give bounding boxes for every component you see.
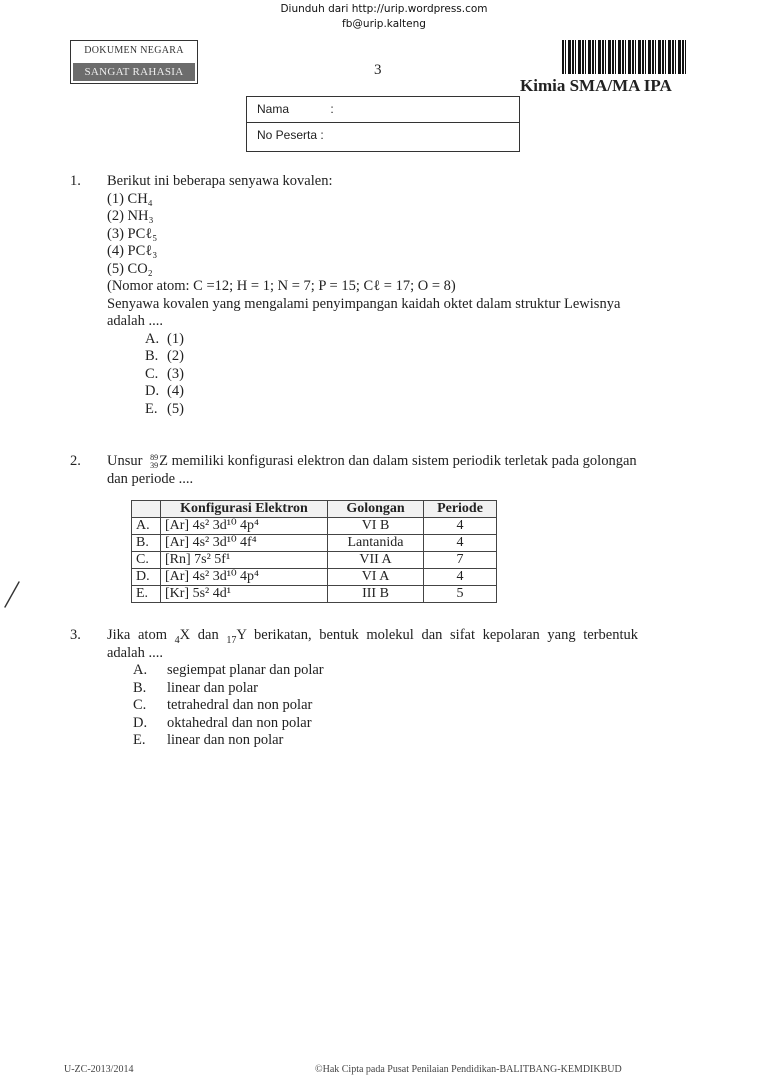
table-cell-config: [Kr] 5s² 4d¹ bbox=[161, 586, 328, 603]
q3-option-b[interactable]: B. linear dan polar bbox=[133, 679, 258, 696]
q1-option-b[interactable]: B. (2) bbox=[145, 348, 184, 364]
table-header-cell: Periode bbox=[424, 501, 497, 518]
page-number: 3 bbox=[374, 62, 382, 78]
subject-title: Kimia SMA/MA IPA bbox=[520, 76, 672, 95]
secret-label: SANGAT RAHASIA bbox=[73, 63, 195, 81]
q3-line1 bbox=[107, 627, 692, 645]
table-row[interactable] bbox=[132, 518, 497, 535]
q3-number: 3. bbox=[70, 627, 81, 643]
q2-line1-text: memiliki konfigurasi elektron dan dalam sistem periodik terletak pada golongan bbox=[171, 453, 637, 469]
table-cell-group: VI B bbox=[328, 518, 424, 535]
q3-option-d[interactable]: D. oktahedral dan non polar bbox=[133, 714, 312, 731]
q2-line2: dan periode .... bbox=[107, 470, 194, 487]
q3-y-number: 17 bbox=[226, 634, 237, 646]
table-cell-letter: B. bbox=[132, 535, 161, 552]
q2-atomic-number: 39 bbox=[150, 460, 159, 470]
table-cell-group: Lantanida bbox=[328, 535, 424, 552]
table-header-row bbox=[132, 501, 497, 518]
table-cell-config: [Ar] 4s² 3d¹⁰ 4p⁴ bbox=[161, 518, 328, 535]
table-header-cell: Golongan bbox=[328, 501, 424, 518]
table-cell-letter: D. bbox=[132, 569, 161, 586]
q3-option-c[interactable]: C. tetrahedral dan non polar bbox=[133, 697, 313, 713]
q1-compound: (1) CH₄ bbox=[107, 190, 153, 207]
q3-option-a[interactable]: A. segiempat planar dan polar bbox=[133, 662, 324, 678]
table-cell-period: 7 bbox=[424, 552, 497, 569]
q2-unsur: Unsur bbox=[107, 453, 143, 469]
q1-number: 1. bbox=[70, 173, 81, 189]
table-row[interactable] bbox=[132, 552, 497, 569]
name-colon: : bbox=[330, 102, 334, 116]
table-row[interactable] bbox=[132, 569, 497, 586]
table-cell-group: III B bbox=[328, 586, 424, 603]
name-label: Nama bbox=[257, 102, 290, 116]
q1-question: Senyawa kovalen yang mengalami penyimpangan kaidah oktet dalam struktur Lewisnya bbox=[107, 295, 621, 312]
q1-question-end: adalah .... bbox=[107, 313, 163, 329]
q2-element: Z bbox=[159, 453, 168, 469]
q3-text: berikatan, bentuk molekul dan sifat kepolaran yang terbentuk bbox=[254, 627, 638, 643]
q3-line2: adalah .... bbox=[107, 644, 163, 661]
table-row[interactable] bbox=[132, 535, 497, 552]
q1-option-c[interactable]: C. (3) bbox=[145, 365, 184, 382]
q3-x-symbol: X bbox=[179, 627, 191, 643]
q1-option-a[interactable]: A. (1) bbox=[145, 330, 184, 347]
source-contact: fb@urip.kalteng bbox=[342, 18, 426, 30]
q1-atomic-numbers: (Nomor atom: C =12; H = 1; N = 7; P = 15; Cℓ = 17; O = 8) bbox=[107, 278, 456, 294]
table-cell-config: [Ar] 4s² 3d¹⁰ 4p⁴ bbox=[161, 569, 328, 586]
table-header-cell: Konfigurasi Elektron bbox=[161, 501, 328, 518]
barcode-icon bbox=[562, 40, 686, 74]
q1-compound: (3) PCℓ₅ bbox=[107, 225, 158, 242]
table-cell-period: 4 bbox=[424, 535, 497, 552]
table-cell-period: 5 bbox=[424, 586, 497, 603]
table-cell-period: 4 bbox=[424, 518, 497, 535]
question-3 bbox=[107, 627, 692, 750]
q1-options bbox=[107, 331, 692, 419]
participant-label: No Peserta : bbox=[257, 128, 324, 142]
q3-text: dan bbox=[197, 627, 219, 643]
q1-intro: Berikut ini beberapa senyawa kovalen: bbox=[107, 173, 333, 189]
footer-copyright: ©Hak Cipta pada Pusat Penilaian Pendidikan-BALITBANG-KEMDIKBUD bbox=[315, 1064, 622, 1075]
q1-option-d[interactable]: D. (4) bbox=[145, 383, 184, 399]
question-2 bbox=[107, 453, 692, 488]
q2-table bbox=[131, 500, 497, 603]
q2-line1 bbox=[107, 453, 692, 471]
table-cell-letter: E. bbox=[132, 586, 161, 603]
q3-x-number: 4 bbox=[174, 634, 180, 646]
source-header bbox=[0, 2, 768, 32]
identity-box bbox=[246, 96, 520, 152]
q1-compound: (4) PCℓ₃ bbox=[107, 243, 158, 259]
table-cell-letter: A. bbox=[132, 518, 161, 535]
document-label: DOKUMEN NEGARA bbox=[84, 45, 184, 56]
source-url: Diunduh dari http://urip.wordpress.com bbox=[280, 3, 488, 15]
q3-text: Jika atom bbox=[107, 627, 167, 643]
pen-mark-icon bbox=[2, 580, 22, 610]
participant-row[interactable] bbox=[247, 122, 519, 148]
q3-options bbox=[107, 662, 692, 750]
table-row[interactable] bbox=[132, 586, 497, 603]
q3-y-symbol: Y bbox=[236, 627, 247, 643]
table-cell-config: [Rn] 7s² 5f¹ bbox=[161, 552, 328, 569]
table-cell-group: VII A bbox=[328, 552, 424, 569]
q2-mass-number: 89 bbox=[150, 452, 159, 462]
table-cell-config: [Ar] 4s² 3d¹⁰ 4f⁴ bbox=[161, 535, 328, 552]
table-cell-letter: C. bbox=[132, 552, 161, 569]
table-cell-group: VI A bbox=[328, 569, 424, 586]
name-row[interactable] bbox=[247, 97, 519, 122]
q1-compound: (2) NH₃ bbox=[107, 208, 154, 224]
q2-number: 2. bbox=[70, 453, 81, 469]
question-1 bbox=[107, 173, 692, 418]
table-header-cell bbox=[132, 501, 161, 518]
q3-option-e[interactable]: E. linear dan non polar bbox=[133, 732, 284, 748]
q2-nuclide-numbers bbox=[150, 454, 158, 470]
table-cell-period: 4 bbox=[424, 569, 497, 586]
document-classification-box bbox=[70, 40, 198, 84]
q1-compound: (5) CO₂ bbox=[107, 260, 153, 277]
footer-code: U-ZC-2013/2014 bbox=[64, 1064, 134, 1075]
q1-option-e[interactable]: E. (5) bbox=[145, 400, 184, 417]
